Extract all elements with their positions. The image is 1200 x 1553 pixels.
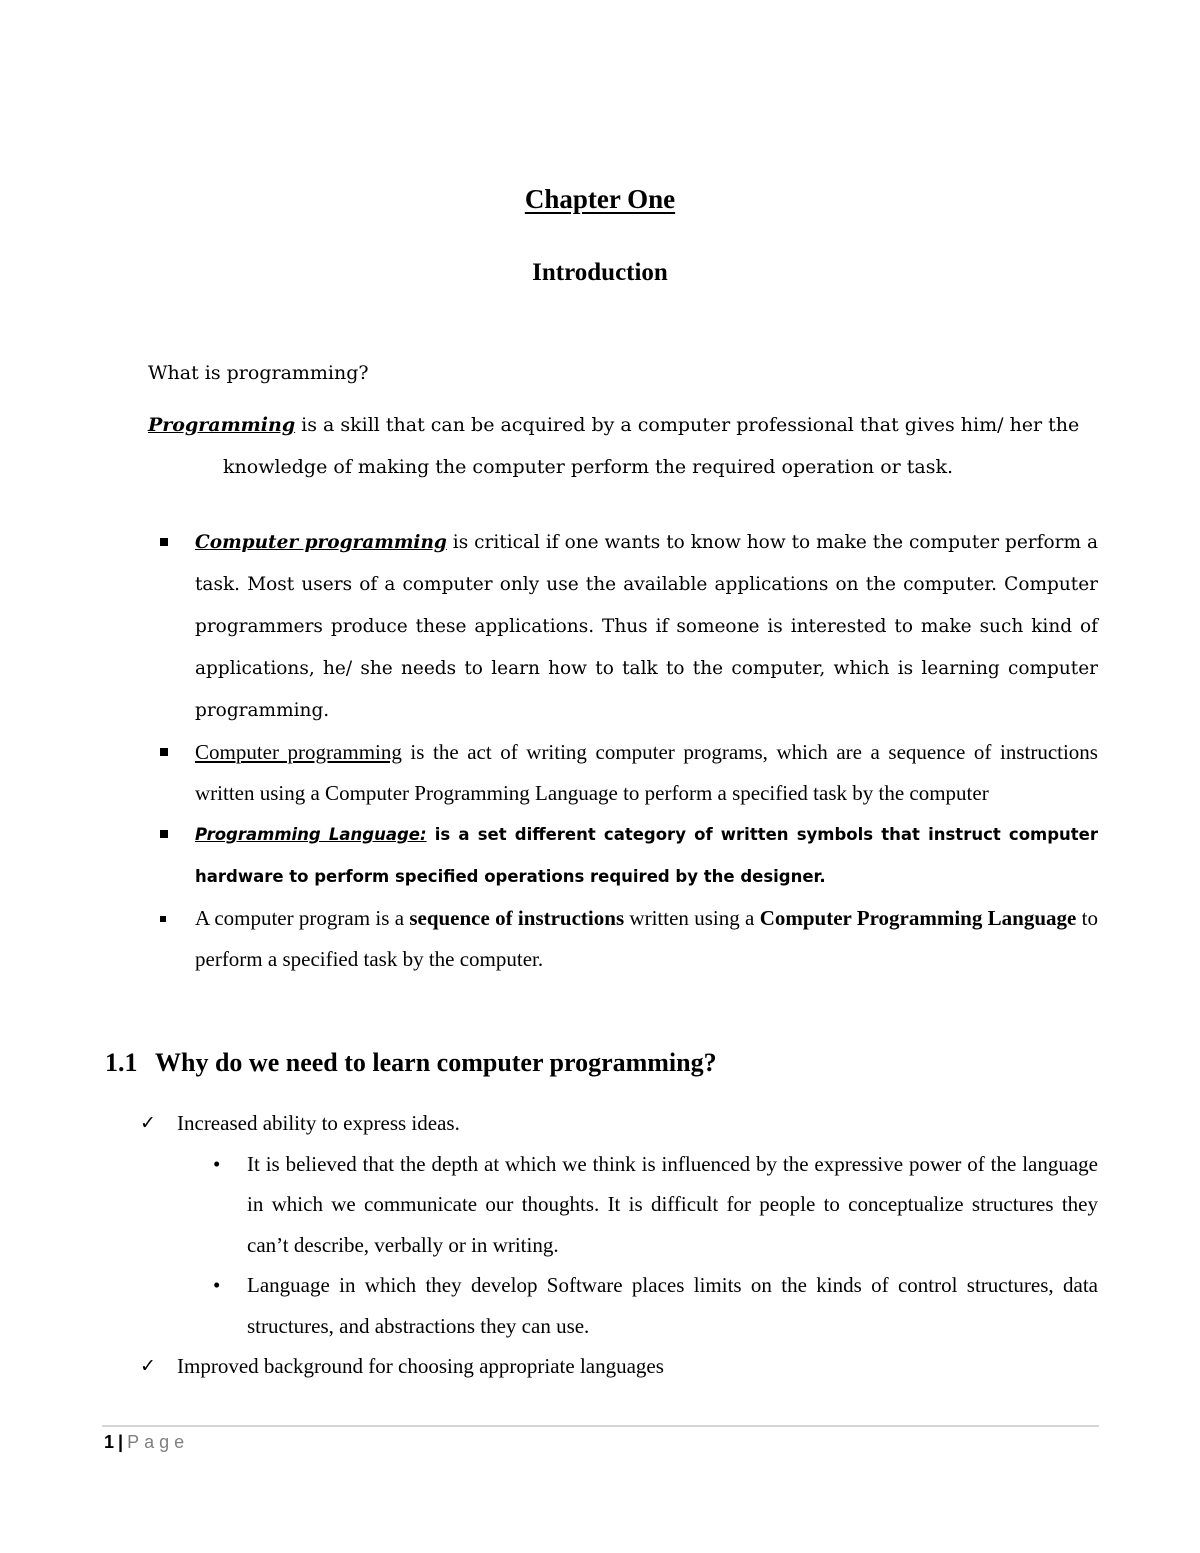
- list-item: [148, 898, 1098, 980]
- bullet-text: is critical if one wants to know how to make the computer perform a task. Most users of a computer only use the available applications on the computer. Computer programmers produce these applications. Thus if someone is interested to make such kind of applications, he/ she needs to learn how to talk to the computer, which is learning computer programming.: [195, 532, 1098, 721]
- bullet-term: Computer programming: [195, 740, 402, 764]
- bullet-term: Computer programming: [195, 532, 447, 553]
- square-bullet-icon: [160, 830, 168, 838]
- definition-term: Programming: [148, 414, 296, 436]
- page-label: Page: [127, 1432, 190, 1452]
- checkmark-icon: ✓: [140, 1112, 156, 1134]
- reason-label: Increased ability to express ideas.: [177, 1111, 460, 1135]
- section-number: 1.1: [105, 1048, 138, 1077]
- list-item: [140, 1346, 1098, 1387]
- reasons-list: [140, 1103, 1098, 1387]
- list-item: [148, 522, 1098, 732]
- bullet-term: Programming Language:: [195, 825, 427, 844]
- list-item: [140, 1103, 1098, 1346]
- reason-detail-text: It is believed that the depth at which we think is influenced by the expressive power of the language in which we communicate our thoughts. It is difficult for people to conceptualize structures they can’t describe, verbally or in writing.: [247, 1151, 1098, 1257]
- footer-divider: [102, 1425, 1099, 1427]
- chapter-title: [0, 184, 1200, 215]
- chapter-title-text: Chapter One: [524, 184, 676, 214]
- bullet-text: written using a: [624, 906, 760, 930]
- section-title: Why do we need to learn computer programming?: [155, 1048, 717, 1077]
- square-bullet-icon: [160, 538, 168, 546]
- bullet-text: is a set different category of written symbols that instruct computer hardware to perform specified operations required by the designer.: [195, 825, 1098, 886]
- question-text: What is programming?: [148, 362, 369, 384]
- definition-text: is a skill that can be acquired by a computer professional that gives him/ her the knowledge of making the computer perform the required operation or task.: [223, 414, 1080, 478]
- bullet-bold-text: Computer Programming Language: [759, 906, 1077, 930]
- chapter-subtitle: Introduction: [532, 259, 668, 286]
- reason-details-list: [177, 1144, 1098, 1347]
- bullet-text: A computer program is a: [195, 906, 410, 930]
- reason-label: Improved background for choosing appropriate languages: [177, 1354, 664, 1378]
- checkmark-icon: ✓: [140, 1355, 156, 1377]
- bullet-text: to perform a specified task by the computer.: [195, 906, 1099, 971]
- reason-detail-text: Language in which they develop Software places limits on the kinds of control structures, data structures, and abstractions they can use.: [247, 1273, 1098, 1338]
- definition-paragraph: [148, 404, 1098, 488]
- list-item: [148, 814, 1098, 898]
- square-bullet-icon: [160, 916, 166, 922]
- section-heading: [105, 1048, 717, 1078]
- bullet-text: is the act of writing computer programs, which are a sequence of instructions written using a Computer Programming Language to perform a specified task by the computer: [195, 740, 1098, 805]
- page-footer: [104, 1432, 189, 1453]
- page-number: 1: [104, 1432, 115, 1452]
- footer-separator: |: [118, 1432, 124, 1452]
- bullet-bold-text: sequence of instructions: [409, 906, 625, 930]
- list-item: [177, 1265, 1098, 1346]
- bullet-dot-icon: •: [213, 1273, 221, 1297]
- list-item: [177, 1144, 1098, 1266]
- bullet-dot-icon: •: [213, 1151, 221, 1176]
- definition-bullet-list: [148, 522, 1098, 980]
- square-bullet-icon: [160, 748, 168, 756]
- list-item: [148, 732, 1098, 814]
